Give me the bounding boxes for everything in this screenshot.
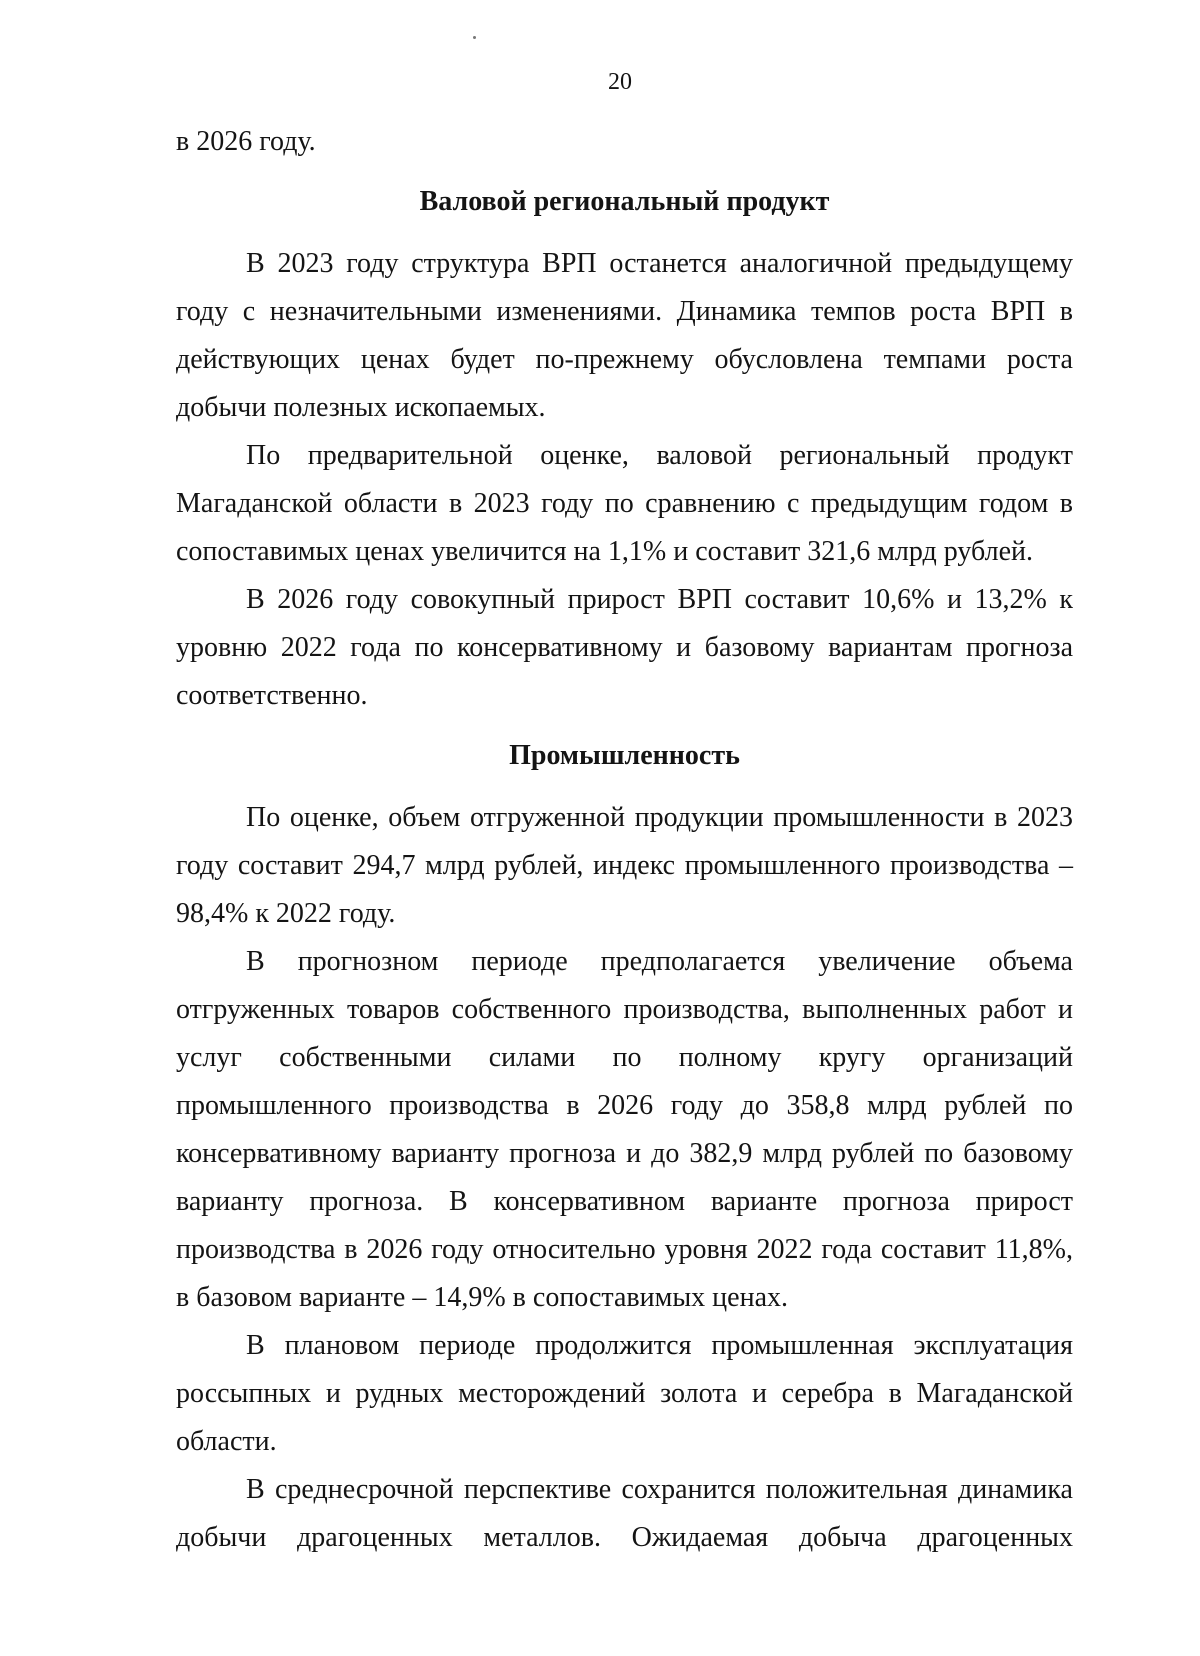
- paragraph: По предварительной оценке, валовой региональный продукт Магаданской области в 2023 году по сравнению с предыдущим годом в сопоставимых ценах увеличится на 1,1% и составит 321,6 млрд рублей.: [176, 440, 1073, 567]
- paragraph: В 2023 году структура ВРП останется аналогичной предыдущему году с незначительными изменениями. Динамика темпов роста ВРП в действующих ценах будет по-прежнему обусловлена темпами роста добычи полезных ископаемых.: [176, 248, 1073, 423]
- paragraph: По оценке, объем отгруженной продукции промышленности в 2023 году составит 294,7 млрд рублей, индекс промышленного производства – 98,4% к 2022 году.: [176, 802, 1073, 929]
- section-heading-grp: Валовой региональный продукт: [419, 186, 830, 217]
- page-number: 20: [608, 69, 632, 95]
- scan-speck: [473, 36, 476, 39]
- lead-fragment: в 2026 году.: [176, 126, 316, 157]
- paragraph: В прогнозном периоде предполагается увеличение объема отгруженных товаров собственного производства, выполненных работ и услуг собственными силами по полному кругу организаций промышленного производства в 2026 году до 358,8 млрд рублей по консервативному варианту прогноза и до 382,9 млрд рублей по базовому варианту прогноза. В консервативном варианте прогноза прирост производства в 2026 году относительно уровня 2022 года составит 11,8%, в базовом варианте – 14,9% в сопоставимых ценах.: [176, 946, 1073, 1313]
- paragraph: В среднесрочной перспективе сохранится положительная динамика добычи драгоценных металлов. Ожидаемая добыча драгоценных: [176, 1474, 1073, 1553]
- section-heading-industry: Промышленность: [509, 740, 740, 771]
- paragraph: В 2026 году совокупный прирост ВРП составит 10,6% и 13,2% к уровню 2022 года по консервативному и базовому вариантам прогноза соответственно.: [176, 584, 1073, 711]
- document-body: [176, 118, 1073, 1562]
- paragraph: В плановом периоде продолжится промышленная эксплуатация россыпных и рудных месторождений золота и серебра в Магаданской области.: [176, 1330, 1073, 1457]
